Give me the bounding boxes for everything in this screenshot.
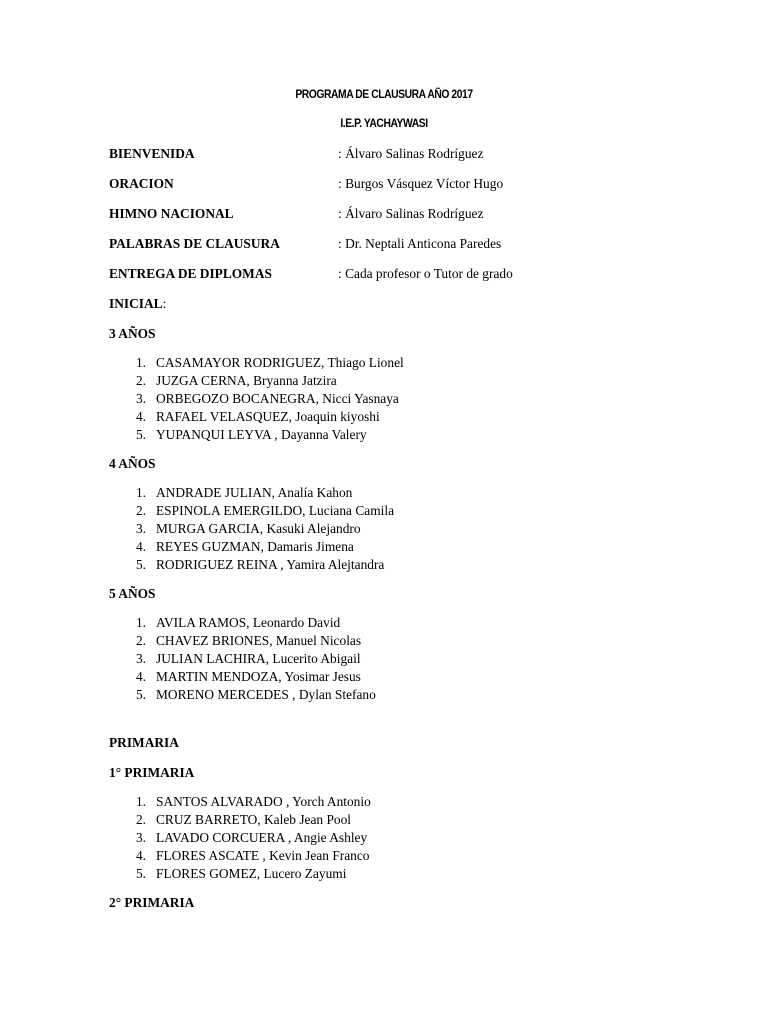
item-number: 2.: [135, 812, 146, 827]
item-number: 5.: [135, 427, 146, 442]
item-number: 2.: [135, 503, 146, 518]
student-name: CASAMAYOR RODRIGUEZ, Thiago Lionel: [156, 355, 404, 370]
student-name: ANDRADE JULIAN, Analía Kahon: [156, 485, 353, 500]
program-label: PALABRAS DE CLAUSURA: [109, 236, 280, 251]
item-number: 3.: [135, 521, 146, 536]
item-number: 4.: [135, 669, 146, 684]
student-name: RODRIGUEZ REINA , Yamira Alejtandra: [156, 557, 385, 572]
program-item-diplomas: [109, 266, 513, 282]
group-heading-3-anos: 3 AÑOS: [109, 326, 156, 341]
program-label: ENTREGA DE DIPLOMAS: [109, 266, 272, 281]
item-number: 3.: [135, 830, 146, 845]
student-name: RAFAEL VELASQUEZ, Joaquin kiyoshi: [156, 409, 380, 424]
program-value: : Burgos Vásquez Víctor Hugo: [338, 176, 504, 191]
item-number: 3.: [135, 651, 146, 666]
program-label: ORACION: [109, 176, 174, 191]
item-number: 1.: [135, 485, 146, 500]
student-name: ORBEGOZO BOCANEGRA, Nicci Yasnaya: [156, 391, 399, 406]
group-heading-2-primaria: 2° PRIMARIA: [109, 895, 195, 910]
group-heading-4-anos: 4 AÑOS: [109, 456, 156, 471]
item-number: 5.: [135, 866, 146, 881]
program-label: BIENVENIDA: [109, 146, 195, 161]
item-number: 1.: [135, 355, 146, 370]
program-item-oracion: [109, 176, 504, 192]
section-heading-text: INICIAL: [109, 296, 163, 311]
student-name: JUZGA CERNA, Bryanna Jatzira: [156, 373, 337, 388]
heading-colon: :: [162, 296, 167, 311]
program-value: : Álvaro Salinas Rodríguez: [338, 206, 484, 221]
student-name: ESPINOLA EMERGILDO, Luciana Camila: [156, 503, 395, 518]
item-number: 4.: [135, 539, 146, 554]
program-item-himno: [109, 206, 484, 222]
student-name: MORENO MERCEDES , Dylan Stefano: [156, 687, 376, 702]
group-heading-5-anos: 5 AÑOS: [109, 586, 156, 601]
student-name: FLORES ASCATE , Kevin Jean Franco: [156, 848, 370, 863]
document-title: PROGRAMA DE CLAUSURA AÑO 2017: [295, 87, 473, 101]
student-name: YUPANQUI LEYVA , Dayanna Valery: [156, 427, 367, 442]
student-name: JULIAN LACHIRA, Lucerito Abigail: [156, 651, 361, 666]
program-label: HIMNO NACIONAL: [109, 206, 234, 221]
student-name: AVILA RAMOS, Leonardo David: [156, 615, 341, 630]
program-item-bienvenida: [109, 146, 484, 162]
item-number: 2.: [135, 373, 146, 388]
item-number: 5.: [135, 557, 146, 572]
student-name: FLORES GOMEZ, Lucero Zayumi: [156, 866, 347, 881]
student-name: LAVADO CORCUERA , Angie Ashley: [156, 830, 368, 845]
item-number: 1.: [135, 794, 146, 809]
item-number: 1.: [135, 615, 146, 630]
group-heading-1-primaria: 1° PRIMARIA: [109, 765, 195, 780]
section-heading-primaria: PRIMARIA: [109, 735, 179, 750]
student-name: SANTOS ALVARADO , Yorch Antonio: [156, 794, 371, 809]
student-name: CRUZ BARRETO, Kaleb Jean Pool: [156, 812, 352, 827]
program-value: : Álvaro Salinas Rodríguez: [338, 146, 484, 161]
item-number: 5.: [135, 687, 146, 702]
section-heading-inicial: [109, 296, 166, 312]
item-number: 3.: [135, 391, 146, 406]
program-value: : Cada profesor o Tutor de grado: [338, 266, 513, 281]
program-value: : Dr. Neptali Anticona Paredes: [338, 236, 502, 251]
item-number: 2.: [135, 633, 146, 648]
school-name: I.E.P. YACHAYWASI: [340, 116, 428, 130]
item-number: 4.: [135, 848, 146, 863]
program-item-palabras: [109, 236, 502, 252]
student-name: MARTIN MENDOZA, Yosimar Jesus: [156, 669, 361, 684]
student-name: CHAVEZ BRIONES, Manuel Nicolas: [156, 633, 362, 648]
item-number: 4.: [135, 409, 146, 424]
student-name: REYES GUZMAN, Damaris Jimena: [156, 539, 354, 554]
student-name: MURGA GARCIA, Kasuki Alejandro: [156, 521, 361, 536]
